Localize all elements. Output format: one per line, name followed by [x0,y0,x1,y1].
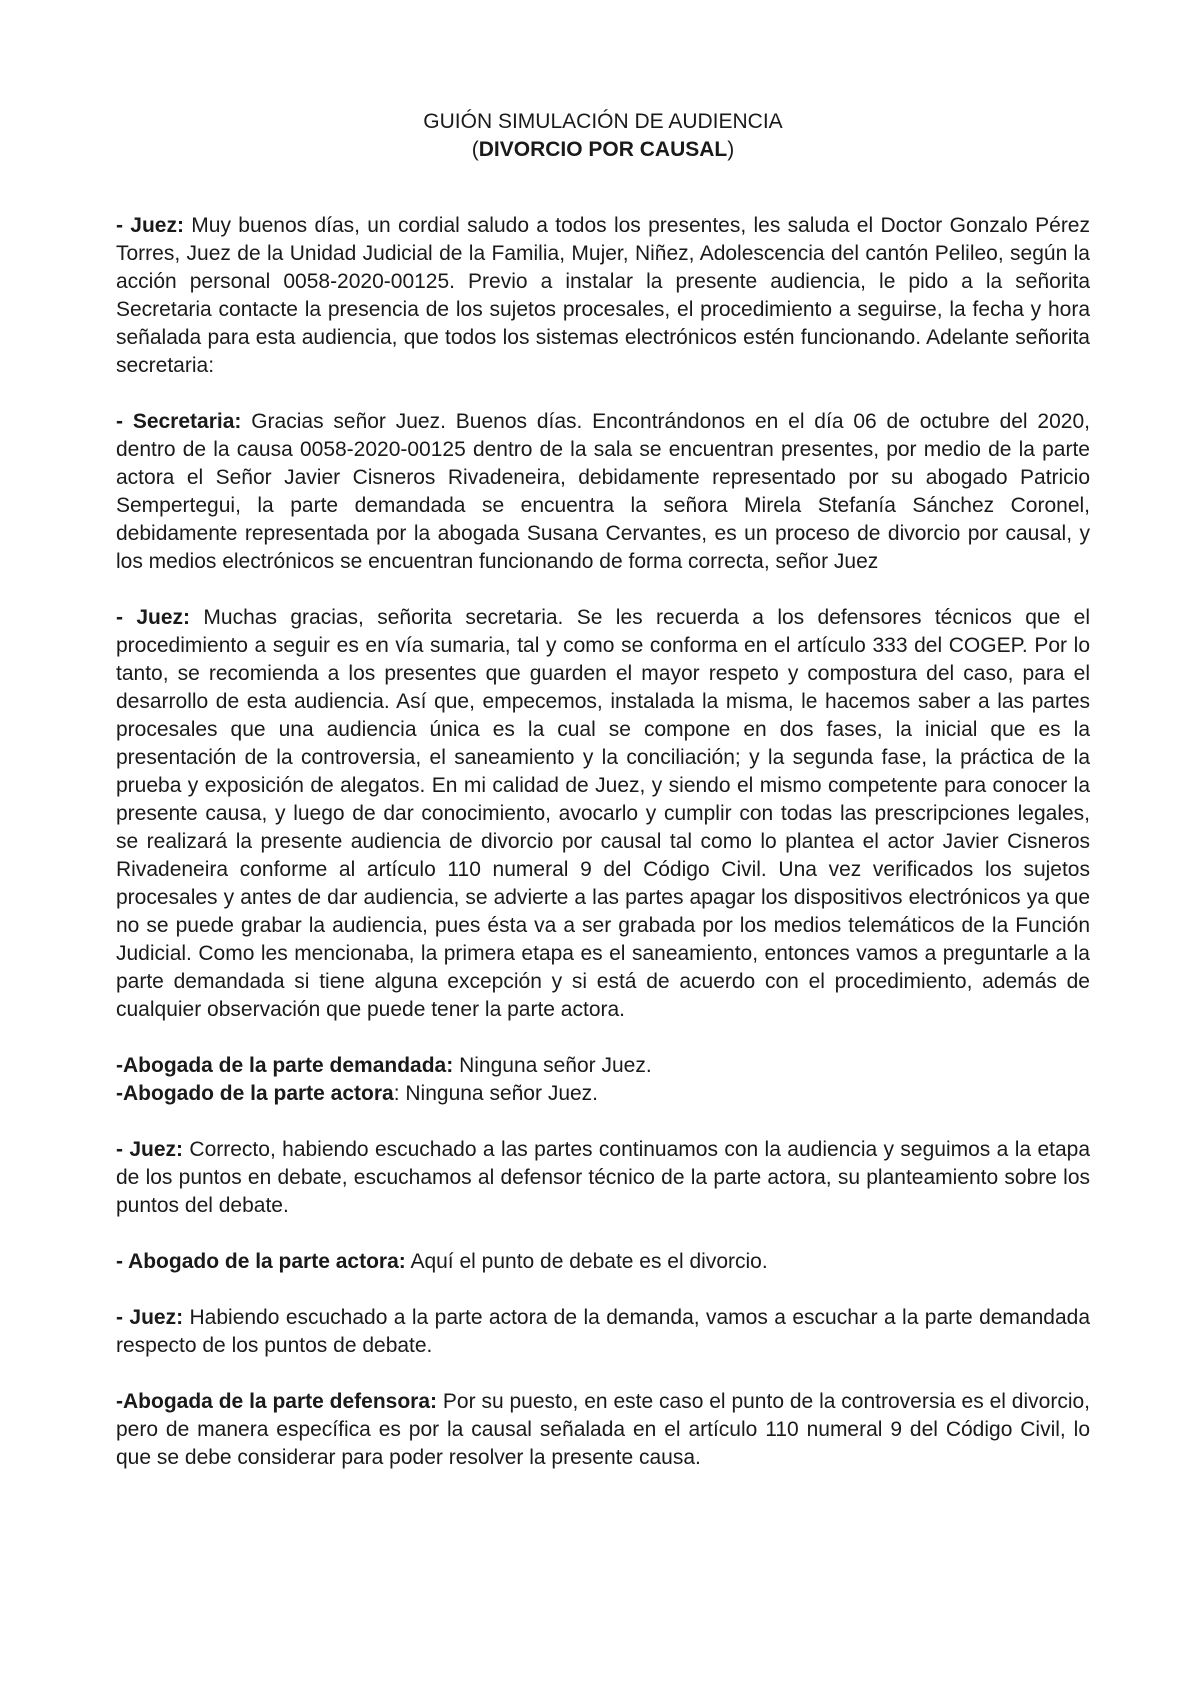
turn-text: Habiendo escuchado a la parte actora de la demanda, vamos a escuchar a la parte demandada respecto de los puntos de debate. [116,1306,1091,1357]
speaker-label: - Juez: [116,214,184,237]
paragraph-gap [116,576,1090,604]
turn-text: Aquí el punto de debate es el divorcio. [405,1250,768,1273]
turn-text: Correcto, habiendo escuchado a las partes continuamos con la audiencia y seguimos a la etapa de los puntos en debate, escuchamos al defensor técnico de la parte actora, su planteamiento sobre los puntos del debate. [116,1138,1090,1217]
document-subtitle [116,136,1090,164]
turn-text: Por su puesto, en este caso el punto de la controversia es el divorcio, pero de manera específica es por la causal señalada en el artículo 110 numeral 9 del Código Civil, lo que se debe considerar para poder resolver la presente causa. [116,1390,1090,1469]
document-title: GUIÓN SIMULACIÓN DE AUDIENCIA [423,110,783,133]
paragraph-gap [116,1024,1090,1052]
speaker-label: -Abogada de la parte demandada: [116,1054,454,1077]
speaker-label: -Abogada de la parte defensora: [116,1390,438,1413]
paragraph-gap [116,380,1090,408]
dialogue-turn-judge-opening [116,212,1090,380]
dialogue-turn-judge-procedure [116,604,1090,1024]
document-title-block [116,108,1090,164]
speaker-label: -Abogado de la parte actora [116,1082,394,1105]
subtitle-bold-text: DIVORCIO POR CAUSAL [478,138,728,161]
speaker-label: - Juez: [116,1138,184,1161]
subtitle-open-paren: ( [471,138,479,161]
dialogue-turn-judge-debate [116,1136,1090,1220]
turn-text: Ninguna señor Juez. [453,1054,652,1077]
dialogue-turn-defendant-lawyer [116,1052,1090,1080]
paragraph-gap [116,1360,1090,1388]
turn-text: Gracias señor Juez. Buenos días. Encontrándonos en el día 06 de octubre del 2020, dentro de la causa 0058-2020-00125 dentro de la sala se encuentran presentes, por medio de la parte actora el Señor Javier Cisneros Rivadeneira, debidamente representado por su abogado Patricio Sempertegui, la parte demandada se encuentra la señora Mirela Stefanía Sánchez Coronel, debidamente representada por la abogada Susana Cervantes, es un proceso de divorcio por causal, y los medios electrónicos se encuentran funcionando de forma correcta, señor Juez [116,410,1090,573]
subtitle-close-paren: ) [727,138,735,161]
dialogue-turn-secretary [116,408,1090,576]
turn-text: Muchas gracias, señorita secretaria. Se les recuerda a los defensores técnicos que el procedimiento a seguir es en vía sumaria, tal y como se conforma en el artículo 333 del COGEP. Por lo tanto, se recomienda a los presentes que guarden el mayor respeto y compostura del caso, para el desarrollo de esta audiencia. Así que, empecemos, instalada la misma, le hacemos saber a las partes procesales que una audiencia única es la cual se compone en dos fases, la inicial que es la presentación de la controversia, el saneamiento y la conciliación; y la segunda fase, la práctica de la prueba y exposición de alegatos. En mi calidad de Juez, y siendo el mismo competente para conocer la presente causa, y luego de dar conocimiento, avocarlo y cumplir con todas las prescripciones legales, se realizará la presente audiencia de divorcio por causal tal como lo plantea el actor Javier Cisneros Rivadeneira conforme al artículo 110 numeral 9 del Código Civil. Una vez verificados los sujetos procesales y antes de dar audiencia, se advierte a las partes apagar los dispositivos electrónicos ya que no se puede grabar la audiencia, pues ésta va a ser grabada por los medios telemáticos de la Función Judicial. Como les mencionaba, la primera etapa es el saneamiento, entonces vamos a preguntarle a la parte demandada si tiene alguna excepción y si está de acuerdo con el procedimiento, además de cualquier observación que puede tener la parte actora. [116,606,1091,1021]
paragraph-gap [116,1220,1090,1248]
paragraph-gap [116,1276,1090,1304]
dialogue-turn-plaintiff-lawyer [116,1080,1090,1108]
speaker-label: - Abogado de la parte actora: [116,1250,406,1273]
speaker-label: - Secretaria: [116,410,242,433]
turn-text: Muy buenos días, un cordial saludo a todos los presentes, les saluda el Doctor Gonzalo Pérez Torres, Juez de la Unidad Judicial de la Familia, Mujer, Niñez, Adolescencia del cantón Pelileo, según la acción personal 0058-2020-00125. Previo a instalar la presente audiencia, le pido a la señorita Secretaria contacte la presencia de los sujetos procesales, el procedimiento a seguirse, la fecha y hora señalada para esta audiencia, que todos los sistemas electrónicos estén funcionando. Adelante señorita secretaria: [116,214,1090,377]
document-page [116,108,1090,1472]
dialogue-turn-plaintiff-lawyer-debate [116,1248,1090,1276]
speaker-label: - Juez: [116,606,191,629]
paragraph-gap [116,1108,1090,1136]
dialogue-turn-judge-followup [116,1304,1090,1360]
turn-text: : Ninguna señor Juez. [393,1082,599,1105]
dialogue-turn-defense-lawyer [116,1388,1090,1472]
speaker-label: - Juez: [116,1306,184,1329]
